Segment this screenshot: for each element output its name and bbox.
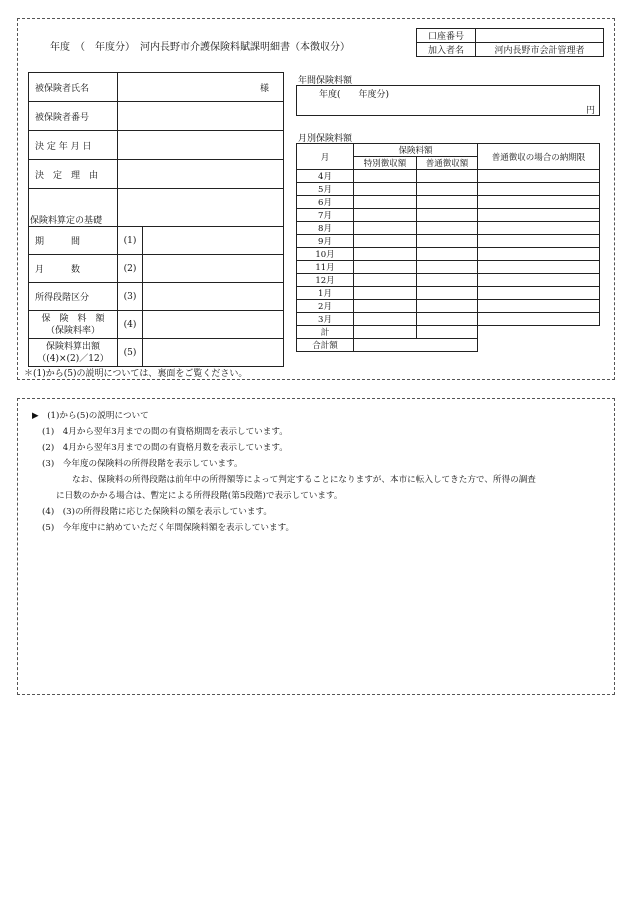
basis-label-calculated-line2: （(4)×(2)／12） xyxy=(37,353,109,364)
normal-cell xyxy=(417,170,478,183)
special-cell xyxy=(354,196,417,209)
normal-cell xyxy=(417,300,478,313)
month-label: 5月 xyxy=(297,183,354,196)
special-cell xyxy=(354,261,417,274)
insured-number-value xyxy=(118,102,284,131)
annual-heading: 年間保険料額 xyxy=(298,76,353,86)
col-normal: 普通徴収額 xyxy=(417,157,478,170)
basis-label-period: 期 間 xyxy=(29,227,118,255)
explanation-item-3-note-line2: に日数のかかる場合は、暫定による所得段階(第5段階)で表示しています。 xyxy=(56,491,343,501)
normal-cell xyxy=(417,274,478,287)
insured-name-suffix: 様 xyxy=(118,73,284,102)
blank-cell xyxy=(478,326,600,339)
basis-value-period xyxy=(143,227,284,255)
special-cell xyxy=(354,170,417,183)
month-label: 2月 xyxy=(297,300,354,313)
special-cell xyxy=(354,300,417,313)
basis-num-5: (5) xyxy=(118,339,143,367)
special-cell xyxy=(354,183,417,196)
month-label: 8月 xyxy=(297,222,354,235)
blank-cell xyxy=(478,339,600,352)
basis-num-2: (2) xyxy=(118,255,143,283)
normal-subtotal xyxy=(417,326,478,339)
deadline-cell xyxy=(478,196,600,209)
explanation-item-3-note-line1: なお、保険料の所得段階は前年中の所得額等によって判定することになりますが、本市に転入してきた方で、所得の調査 xyxy=(72,475,536,485)
basis-value-premium xyxy=(143,311,284,339)
insured-info-table xyxy=(28,72,284,229)
decision-date-label: 決 定 年 月 日 xyxy=(29,131,118,160)
deadline-cell xyxy=(478,222,600,235)
col-special: 特別徴収額 xyxy=(354,157,417,170)
month-label: 10月 xyxy=(297,248,354,261)
explanation-item-2: (2) 4月から翌年3月までの間の有資格月数を表示しています。 xyxy=(42,443,288,453)
basis-heading: 保険料算定の基礎 xyxy=(30,216,103,226)
basis-num-1: (1) xyxy=(118,227,143,255)
deadline-cell xyxy=(478,287,600,300)
deadline-cell xyxy=(478,248,600,261)
normal-cell xyxy=(417,287,478,300)
page-title: 年度 （ 年度分） 河内長野市介護保険料賦課明細書（本徴収分） xyxy=(50,42,350,53)
total-value xyxy=(354,339,478,352)
basis-label-premium xyxy=(29,311,118,339)
annual-unit: 円 xyxy=(585,106,595,116)
annual-box xyxy=(296,85,600,116)
col-deadline: 普通徴収の場合の納期限 xyxy=(478,144,600,170)
normal-cell xyxy=(417,235,478,248)
explanation-item-3: (3) 今年度の保険料の所得段階を表示しています。 xyxy=(42,459,243,469)
month-label: 7月 xyxy=(297,209,354,222)
basis-num-3: (3) xyxy=(118,283,143,311)
normal-cell xyxy=(417,222,478,235)
normal-cell xyxy=(417,261,478,274)
deadline-cell xyxy=(478,274,600,287)
month-label: 12月 xyxy=(297,274,354,287)
month-label: 4月 xyxy=(297,170,354,183)
annual-year-text: 年度( 年度分) xyxy=(319,90,390,100)
month-label: 1月 xyxy=(297,287,354,300)
special-cell xyxy=(354,222,417,235)
deadline-cell xyxy=(478,313,600,326)
account-table xyxy=(416,28,604,57)
decision-reason-value xyxy=(118,160,284,189)
decision-reason-label: 決 定 理 由 xyxy=(29,160,118,189)
total-label: 合計額 xyxy=(297,339,354,352)
basis-value-months xyxy=(143,255,284,283)
special-subtotal xyxy=(354,326,417,339)
basis-value-income-level xyxy=(143,283,284,311)
deadline-cell xyxy=(478,183,600,196)
subscriber-value: 河内長野市会計管理者 xyxy=(476,43,604,57)
basis-label-calculated-line1: 保険料算出額 xyxy=(45,341,100,352)
insured-name-label: 被保険者氏名 xyxy=(29,73,118,102)
month-label: 11月 xyxy=(297,261,354,274)
account-number-label: 口座番号 xyxy=(417,29,476,43)
explanation-item-5: (5) 今年度中に納めていただく年間保険料額を表示しています。 xyxy=(42,523,295,533)
basis-table xyxy=(28,226,284,367)
deadline-cell xyxy=(478,261,600,274)
normal-cell xyxy=(417,248,478,261)
special-cell xyxy=(354,287,417,300)
explanation-item-1: (1) 4月から翌年3月までの間の有資格期間を表示しています。 xyxy=(42,427,288,437)
explanation-heading: ▶ (1)から(5)の説明について xyxy=(32,411,149,421)
special-cell xyxy=(354,235,417,248)
month-label: 6月 xyxy=(297,196,354,209)
basis-label-premium-line1: 保 険 料 額 xyxy=(41,313,105,324)
subtotal-label: 計 xyxy=(297,326,354,339)
month-label: 9月 xyxy=(297,235,354,248)
special-cell xyxy=(354,209,417,222)
normal-cell xyxy=(417,183,478,196)
col-premium: 保険料額 xyxy=(354,144,478,157)
insured-number-label: 被保険者番号 xyxy=(29,102,118,131)
normal-cell xyxy=(417,313,478,326)
basis-label-calculated xyxy=(29,339,118,367)
monthly-table xyxy=(296,143,600,352)
normal-cell xyxy=(417,209,478,222)
basis-value-calculated xyxy=(143,339,284,367)
subscriber-label: 加入者名 xyxy=(417,43,476,57)
basis-label-income-level: 所得段階区分 xyxy=(29,283,118,311)
special-cell xyxy=(354,248,417,261)
special-cell xyxy=(354,313,417,326)
col-month: 月 xyxy=(297,144,354,170)
special-cell xyxy=(354,274,417,287)
deadline-cell xyxy=(478,170,600,183)
normal-cell xyxy=(417,196,478,209)
monthly-heading: 月別保険料額 xyxy=(298,134,353,144)
deadline-cell xyxy=(478,235,600,248)
basis-num-4: (4) xyxy=(118,311,143,339)
month-label: 3月 xyxy=(297,313,354,326)
basis-label-premium-line2: （保険料率） xyxy=(45,325,100,336)
deadline-cell xyxy=(478,209,600,222)
decision-date-value xyxy=(118,131,284,160)
footnote: ＊(1)から(5)の説明については、裏面をご覧ください。 xyxy=(24,369,248,379)
account-number-value xyxy=(476,29,604,43)
basis-label-months: 月 数 xyxy=(29,255,118,283)
explanation-item-4: (4) (3)の所得段階に応じた保険料の額を表示しています。 xyxy=(42,507,272,517)
blank-cell xyxy=(118,189,284,229)
deadline-cell xyxy=(478,300,600,313)
